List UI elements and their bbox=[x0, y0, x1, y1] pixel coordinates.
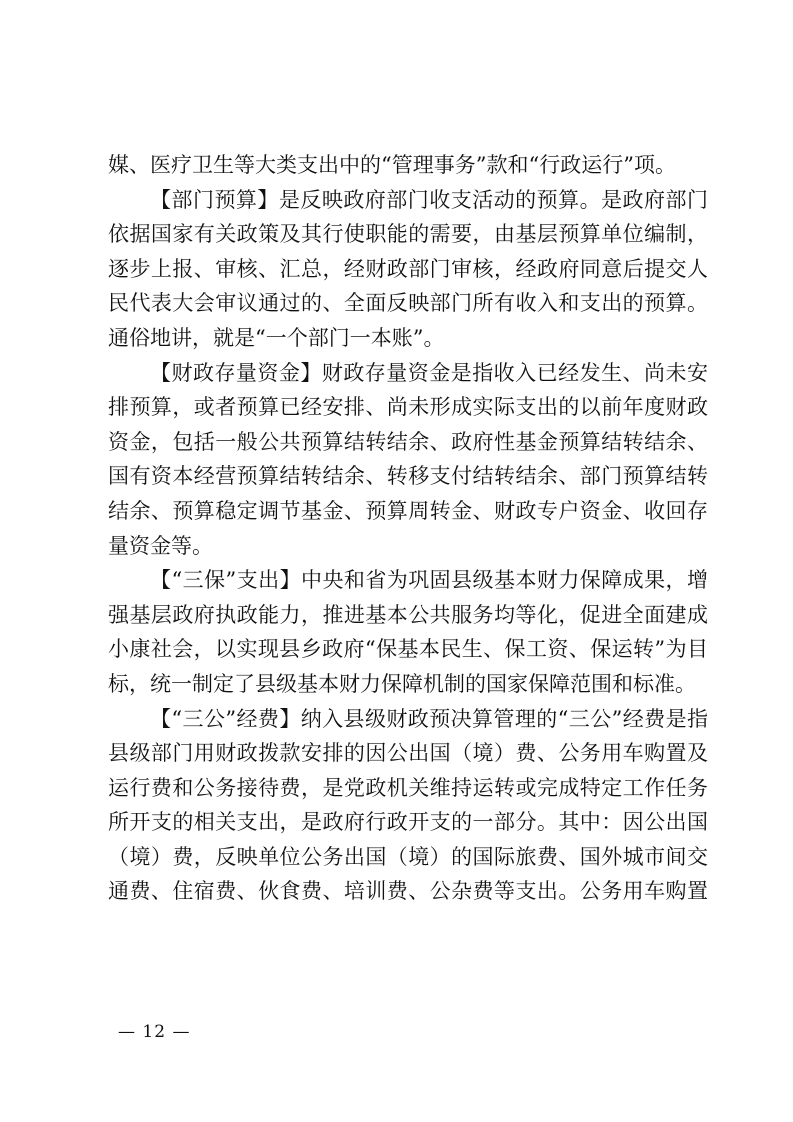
text-line: 依据国家有关政策及其行使职能的需要，由基层预算单位编制， bbox=[108, 222, 708, 247]
text-line: 量资金等。 bbox=[108, 533, 213, 558]
text-line: 【“三公”经费】纳入县级财政预决算管理的“三公”经费是指 bbox=[150, 706, 708, 731]
text-line: （境）费，反映单位公务出国（境）的国际旅费、国外城市间交 bbox=[108, 844, 708, 869]
text-line: 民代表大会审议通过的、全面反映部门所有收入和支出的预算。 bbox=[108, 291, 708, 316]
body-text bbox=[108, 148, 708, 909]
text-line: 排预算，或者预算已经安排、尚未形成实际支出的以前年度财政 bbox=[108, 395, 708, 420]
text-line: 标，统一制定了县级基本财力保障机制的国家保障范围和标准。 bbox=[108, 671, 696, 696]
text-line: 【财政存量资金】财政存量资金是指收入已经发生、尚未安 bbox=[150, 360, 708, 385]
page-number: — 12 — bbox=[118, 1022, 191, 1042]
text-line: 小康社会，以实现县乡政府“保基本民生、保工资、保运转”为目 bbox=[108, 637, 708, 662]
text-line: 媒、医疗卫生等大类支出中的“管理事务”款和“行政运行”项。 bbox=[108, 153, 676, 177]
text-line: 【“三保”支出】中央和省为巩固县级基本财力保障成果，增 bbox=[150, 568, 708, 593]
text-line: 通费、住宿费、伙食费、培训费、公杂费等支出。公务用车购置 bbox=[108, 879, 708, 904]
text-line: 国有资本经营预算结转结余、转移支付结转结余、部门预算结转 bbox=[108, 464, 708, 489]
text-line: 所开支的相关支出，是政府行政开支的一部分。其中：因公出国 bbox=[108, 810, 708, 835]
text-line: 运行费和公务接待费，是党政机关维持运转或完成特定工作任务 bbox=[108, 775, 708, 800]
text-line: 县级部门用财政拨款安排的因公出国（境）费、公务用车购置及 bbox=[108, 741, 708, 766]
text-line: 逐步上报、审核、汇总，经财政部门审核，经政府同意后提交人 bbox=[108, 256, 708, 281]
text-line: 强基层政府执政能力，推进基本公共服务均等化，促进全面建成 bbox=[108, 602, 708, 627]
text-line: 通俗地讲，就是“一个部门一本账”。 bbox=[108, 325, 445, 350]
text-line: 【部门预算】是反映政府部门收支活动的预算。是政府部门 bbox=[150, 187, 708, 212]
text-line: 资金，包括一般公共预算结转结余、政府性基金预算结转结余、 bbox=[108, 429, 708, 454]
text-line: 结余、预算稳定调节基金、预算周转金、财政专户资金、收回存 bbox=[108, 498, 708, 523]
